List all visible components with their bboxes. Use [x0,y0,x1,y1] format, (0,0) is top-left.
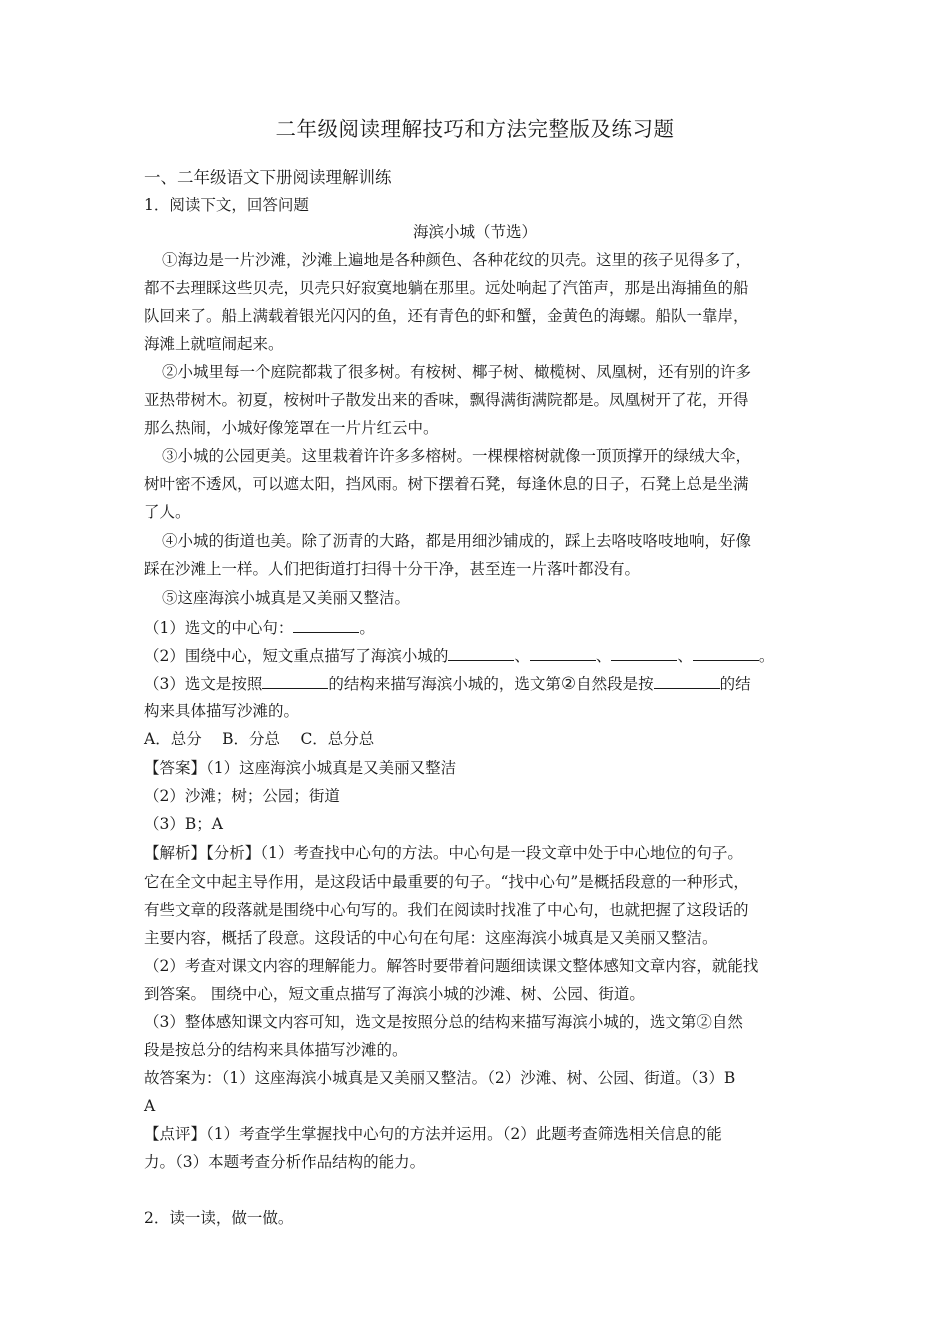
answer-blank [654,673,720,689]
question-1-prompt: 1．阅读下文，回答问题 [144,196,309,214]
analysis-line: 有些文章的段落就是围绕中心句写的。我们在阅读时找准了中心句，也就把握了这段话的 [144,901,749,919]
answer-blank [611,645,677,661]
comment-line: 力。（3）本题考查分析作品结构的能力。 [144,1153,426,1171]
sub-question-2 [144,645,774,666]
analysis-line: 【解析】【分析】（1）考查找中心句的方法。中心句是一段文章中处于中心地位的句子。 [144,844,743,862]
answer-line [144,758,456,778]
section-heading: 一、二年级语文下册阅读理解训练 [144,168,392,187]
passage-p3-line: ③小城的公园更美。这里栽着许许多多榕树。一棵棵榕树就像一顶顶撑开的绿绒大伞， [162,447,752,465]
answer-blank [262,673,328,689]
sub-question-2-text: （2）围绕中心，短文重点描写了海滨小城的 [144,647,449,665]
sub-question-1-end: 。 [359,619,375,637]
passage-title: 海滨小城（节选） [412,223,537,241]
passage-p1-line: ①海边是一片沙滩，沙滩上遍地是各种颜色、各种花纹的贝壳。这里的孩子见得多了， [162,251,752,269]
sub-question-1 [144,617,375,638]
passage-p3-line: 树叶密不透风，可以遮太阳，挡风雨。树下摆着石凳，每逢休息的日子，石凳上总是坐满 [144,475,749,493]
sub-question-3-line2: 构来具体描写沙滩的。 [144,702,300,720]
comment-line: 【点评】（1）考查学生掌握找中心句的方法并运用。（2）此题考查筛选相关信息的能 [144,1125,722,1143]
analysis-line: A [144,1097,156,1115]
passage-p2-line: ②小城里每一个庭院都栽了很多树。有桉树、椰子树、橄榄树、凤凰树，还有别的许多 [162,363,752,381]
analysis-line: 段是按总分的结构来具体描写沙滩的。 [144,1041,408,1059]
document-title: 二年级阅读理解技巧和方法完整版及练习题 [275,117,675,141]
sub-question-3 [144,673,751,694]
analysis-line: （3）整体感知课文内容可知，选文是按照分总的结构来描写海滨小城的，选文第②自然 [144,1013,743,1031]
passage-p1-line: 队回来了。船上满载着银光闪闪的鱼，还有青色的虾和蟹，金黄色的海螺。船队一靠岸， [144,307,749,325]
separator: 、 [595,647,612,665]
passage-p3-line: 了人。 [144,503,191,521]
analysis-line: 故答案为：（1）这座海滨小城真是又美丽又整洁。（2）沙滩、树、公园、街道。（3）B [144,1069,736,1087]
passage-p4-line: ④小城的街道也美。除了沥青的大路，都是用细沙铺成的，踩上去咯吱咯吱地响，好像 [162,532,752,550]
answer-tag: 【答案】 [144,759,207,777]
analysis-line: 到答案。 围绕中心，短文重点描写了海滨小城的沙滩、树、公园、街道。 [144,985,645,1003]
answer-3: （3）B；A [144,815,223,833]
question-2-prompt: 2．读一读，做一做。 [144,1209,294,1227]
passage-p5: ⑤这座海滨小城真是又美丽又整洁。 [162,589,411,607]
separator: 、 [514,647,530,665]
sub-question-3-text: （3）选文是按照 [144,675,263,693]
answer-blank [448,645,514,661]
answer-blank [293,617,359,633]
analysis-line: 主要内容，概括了段意。这段话的中心句在句尾：这座海滨小城真是又美丽又整洁。 [144,929,718,947]
circled-number: ② [560,674,577,694]
sub-question-3-text: 的结 [719,675,751,693]
passage-p2-line: 亚热带树木。初夏，桉树叶子散发出来的香味，飘得满街满院都是。凤凰树开了花，开得 [144,391,749,409]
answer-1: （1）这座海滨小城真是又美丽又整洁 [206,759,457,777]
answer-options: A．总分 B．分总 C．总分总 [144,730,375,748]
analysis-line: 它在全文中起主导作用，是这段话中最重要的句子。“找中心句”是概括段意的一种形式， [144,873,749,891]
answer-blank [530,645,596,661]
analysis-line: （2）考查对课文内容的理解能力。解答时要带着问题细读课文整体感知文章内容，就能找 [144,957,759,975]
separator: 、 [677,647,693,665]
passage-p4-line: 踩在沙滩上一样。人们把街道打扫得十分干净，甚至连一片落叶都没有。 [144,560,641,578]
passage-p1-line: 都不去理睬这些贝壳，贝壳只好寂寞地躺在那里。远处响起了汽笛声，那是出海捕鱼的船 [144,279,749,297]
sub-question-2-end: 。 [758,647,775,665]
passage-p2-line: 那么热闹，小城好像笼罩在一片片红云中。 [144,419,439,437]
passage-p1-line: 海滩上就喧闹起来。 [144,335,284,353]
answer-2: （2）沙滩；树；公园；街道 [144,787,340,805]
answer-blank [693,645,759,661]
sub-question-3-text: 的结构来描写海滨小城的，选文第 [328,675,561,693]
sub-question-3-text: 自然段是按 [576,675,654,693]
sub-question-1-text: （1）选文的中心句： [144,619,294,637]
